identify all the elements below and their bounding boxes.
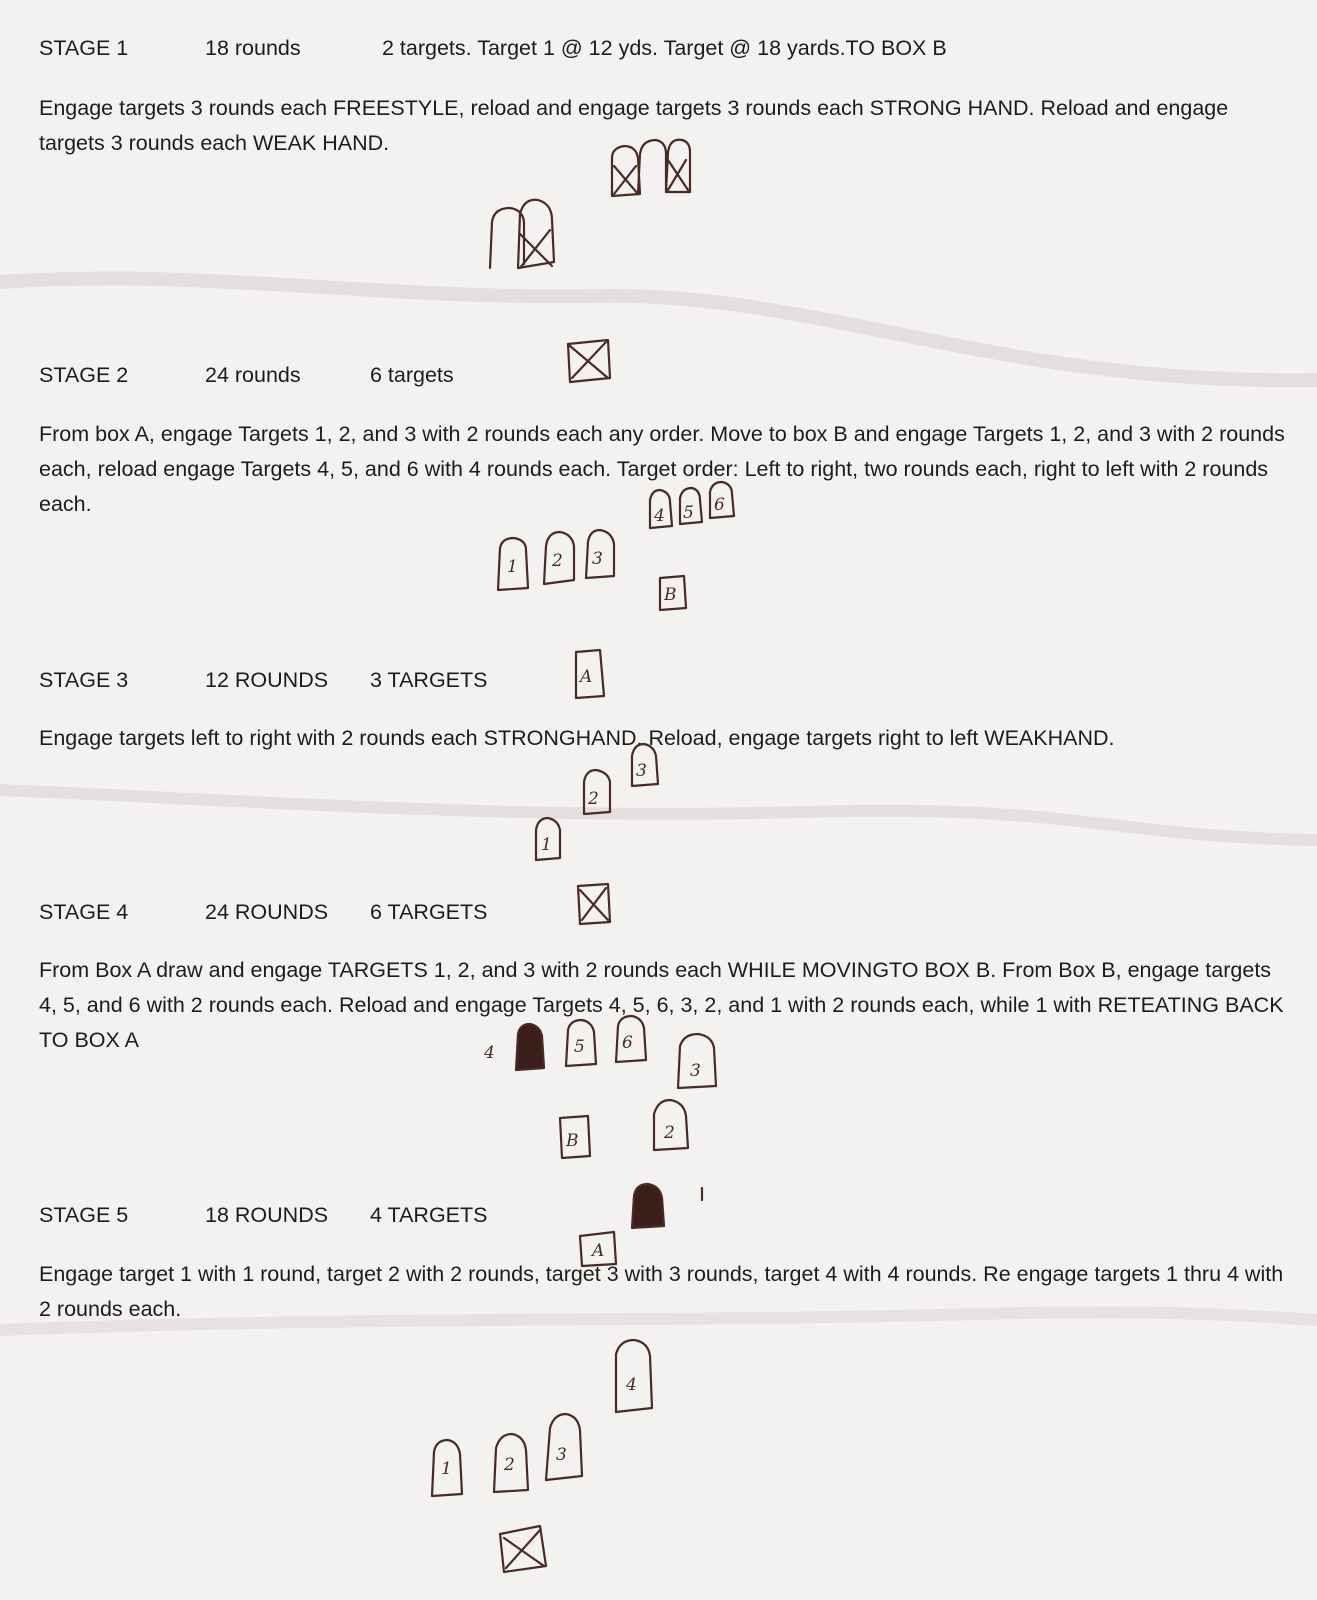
stage-1-target-pair-mid xyxy=(638,140,666,194)
stage-4-target-6-label: 6 xyxy=(622,1033,633,1053)
stage-4-target-2-label: 2 xyxy=(664,1123,675,1143)
stage-1-description: Engage targets 3 rounds each FREESTYLE, reload and engage targets 3 rounds each STRONG HAND. Reload and engage targets 3 rounds each WEAK HAND. xyxy=(39,96,1229,155)
stage-2-targets: 6 targets xyxy=(370,363,454,387)
stage-5-description: Engage target 1 with 1 round, target 2 with 2 rounds, target 3 with 3 rounds, target 4 with 4 rounds. Re engage targets 1 thru 4 with 2 rounds each. xyxy=(39,1262,1284,1321)
stage-4-targets: 6 TARGETS xyxy=(370,900,488,924)
stage-2-box-a-label: A xyxy=(580,667,593,687)
stage-2-target-6-label: 6 xyxy=(714,495,725,515)
stage-3-title: STAGE 3 xyxy=(39,668,129,692)
stage-5-diagram xyxy=(432,1340,652,1572)
stage-1-targets: 2 targets. Target 1 @ 12 yds. Target @ 18 yards.TO BOX B xyxy=(382,36,947,60)
stage-4-rounds: 24 ROUNDS xyxy=(205,900,329,924)
stage-4-title: STAGE 4 xyxy=(39,900,129,924)
stage-5-target-2-label: 2 xyxy=(504,1455,515,1475)
stage-2-rounds: 24 rounds xyxy=(205,363,301,387)
stage-3-description: Engage targets left to right with 2 rounds each STRONGHAND. Reload, engage targets right to left WEAKHAND. xyxy=(39,726,1115,750)
stage-5-target-3-label: 3 xyxy=(556,1445,567,1465)
stage-3-rounds: 12 ROUNDS xyxy=(205,668,329,692)
stage-2-box-b-label: B xyxy=(664,585,677,605)
stage-4-target-3-label: 3 xyxy=(690,1061,701,1081)
stage-2-target-1-label: 1 xyxy=(507,557,518,577)
stage-4-target-4-label: 4 xyxy=(484,1043,495,1063)
stage-1-diagram xyxy=(490,140,690,382)
stage-4-description: From Box A draw and engage TARGETS 1, 2, and 3 with 2 rounds each WHILE MOVINGTO BOX B. From Box B, engage targets 4, 5, and 6 with 2 rounds each. Reload and engage Targets 4, 5, 6, 3, 2, and 1 with 2 rounds each, while 1 with RETEATING BACK TO BOX A xyxy=(39,958,1284,1052)
stage-5-targets: 4 TARGETS xyxy=(370,1203,488,1227)
stage-5-target-4-label: 4 xyxy=(626,1375,637,1395)
stage-2-target-2-label: 2 xyxy=(552,551,563,571)
stage-2-target-4-label: 4 xyxy=(654,506,665,526)
stage-2-title: STAGE 2 xyxy=(39,363,129,387)
stage-4-target-5-label: 5 xyxy=(574,1037,585,1057)
stage-1-title: STAGE 1 xyxy=(39,36,129,60)
stage-4-target-4 xyxy=(516,1024,544,1070)
stage-2-description: From box A, engage Targets 1, 2, and 3 with 2 rounds each any order. Move to box B and engage Targets 1, 2, and 3 with 2 rounds each, reload engage Targets 4, 5, and 6 with 4 rounds each. Target order: Left to right, two rounds each, right to left with 2 rounds each. xyxy=(39,422,1285,516)
stage-4-target-1 xyxy=(632,1184,664,1228)
stage-5-rounds: 18 ROUNDS xyxy=(205,1203,329,1227)
stage-2-target-3-label: 3 xyxy=(592,549,603,569)
stage-5-title: STAGE 5 xyxy=(39,1203,129,1227)
stage-2-diagram xyxy=(498,482,734,698)
stage-3-target-1-label: 1 xyxy=(541,835,552,855)
stage-1-target-pair-left xyxy=(612,146,640,196)
stage-4-box-b-label: B xyxy=(566,1131,579,1151)
stage-1-target-pair-right xyxy=(666,140,690,192)
stage-3-target-2-label: 2 xyxy=(588,789,599,809)
stage-3-target-3-label: 3 xyxy=(636,761,647,781)
stage-4-box-a-label: A xyxy=(592,1241,605,1261)
stage-1-rounds: 18 rounds xyxy=(205,36,301,60)
stage-4-diagram xyxy=(483,1016,716,1266)
stage-2-target-5-label: 5 xyxy=(683,503,694,523)
stage-3-diagram xyxy=(536,744,658,924)
stage-5-target-1-label: 1 xyxy=(441,1459,452,1479)
stage-3-targets: 3 TARGETS xyxy=(370,668,488,692)
